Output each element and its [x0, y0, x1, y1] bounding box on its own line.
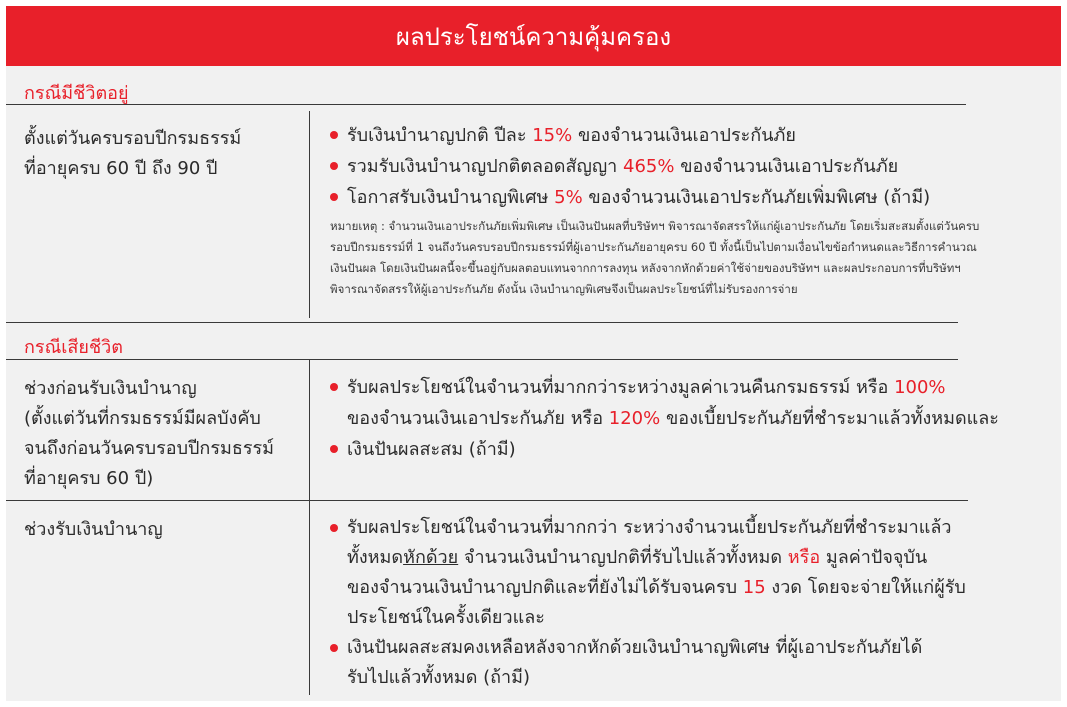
divider [6, 322, 958, 323]
divider [6, 104, 966, 105]
death-before-benefit-list [330, 372, 999, 465]
section-label-death: กรณีเสียชีวิต [24, 337, 123, 358]
section-label-alive: กรณีมีชีวิตอยู่ [24, 83, 129, 104]
list-item: รับเงินบำนาญปกติ ปีละ 15% ของจำนวนเงินเอาประกันภัย [330, 120, 930, 151]
death-during-benefit-list [330, 513, 966, 693]
column-divider [309, 500, 310, 695]
list-item: รับผลประโยชน์ในจำนวนที่มากกว่า ระหว่างจำนวนเบี้ยประกันภัยที่ชำระมาแล้ว ทั้งหมดหักด้วย จำนวนเงินบำนาญปกติที่รับไปแล้วทั้งหมด หรือ มูลค่าปัจจุบัน ของจำนวนเงินบำนาญปกติและที่ยังไม่ได้รับจนครบ 15 งวด โดยจะจ่ายให้แก่ผู้รับ ประโยชน์ในครั้งเดียวและ [330, 513, 966, 633]
column-divider [309, 359, 310, 501]
header-bar [6, 6, 1061, 66]
list-item: โอกาสรับเงินบำนาญพิเศษ 5% ของจำนวนเงินเอาประกันภัยเพิ่มพิเศษ (ถ้ามี) [330, 182, 930, 213]
divider [6, 500, 968, 501]
list-item: รับผลประโยชน์ในจำนวนที่มากกว่าระหว่างมูลค่าเวนคืนกรมธรรม์ หรือ 100% ของจำนวนเงินเอาประกันภัย หรือ 120% ของเบี้ยประกันภัยที่ชำระมาแล้วทั้งหมดและ [330, 372, 999, 434]
remark-note: หมายเหตุ : จำนวนเงินเอาประกันภัยเพิ่มพิเศษ เป็นเงินปันผลที่บริษัทฯ พิจารณาจัดสรรให้แก่ผู้เอาประกันภัย โดยเริ่มสะสมตั้งแต่วันครบรอบปีกรมธรรม์ที่ 1 จนถึงวันครบรอบปีกรมธรรม์ที่ผู้เอาประกันภัยอายุครบ 60 ปี ทั้งนี้เป็นไปตามเงื่อนไขข้อกำหนดและวิธีการคำนวณเงินปันผล โดยเงินปันผลนี้จะขึ้นอยู่กับผลตอบแทนจากการลงทุน หลังจากหักด้วยค่าใช้จ่ายของบริษัทฯ และผลประกอบการที่บริษัทฯ พิจารณาจัดสรรให้ผู้เอาประกันภัย ดังนั้น เงินบำนาญพิเศษจึงเป็นผลประโยชน์ที่ไม่รับรองการจ่าย [330, 219, 980, 296]
page-title: ผลประโยชน์ความคุ้มครอง [395, 22, 672, 51]
death-during-period: ช่วงรับเงินบำนาญ [24, 519, 163, 540]
benefits-panel [6, 6, 1061, 701]
list-item: เงินปันผลสะสม (ถ้ามี) [330, 434, 999, 465]
death-before-period: ช่วงก่อนรับเงินบำนาญ (ตั้งแต่วันที่กรมธรรม์มีผลบังคับ จนถึงก่อนวันครบรอบปีกรมธรรม์ ที่อายุครบ 60 ปี) [24, 378, 275, 489]
alive-benefit-list [330, 120, 930, 213]
alive-period: ตั้งแต่วันครบรอบปีกรมธรรม์ ที่อายุครบ 60 ปี ถึง 90 ปี [24, 128, 242, 179]
column-divider [309, 111, 310, 318]
list-item: เงินปันผลสะสมคงเหลือหลังจากหักด้วยเงินบำนาญพิเศษ ที่ผู้เอาประกันภัยได้ รับไปแล้วทั้งหมด (ถ้ามี) [330, 633, 966, 693]
divider [6, 359, 958, 360]
list-item: รวมรับเงินบำนาญปกติตลอดสัญญา 465% ของจำนวนเงินเอาประกันภัย [330, 151, 930, 182]
